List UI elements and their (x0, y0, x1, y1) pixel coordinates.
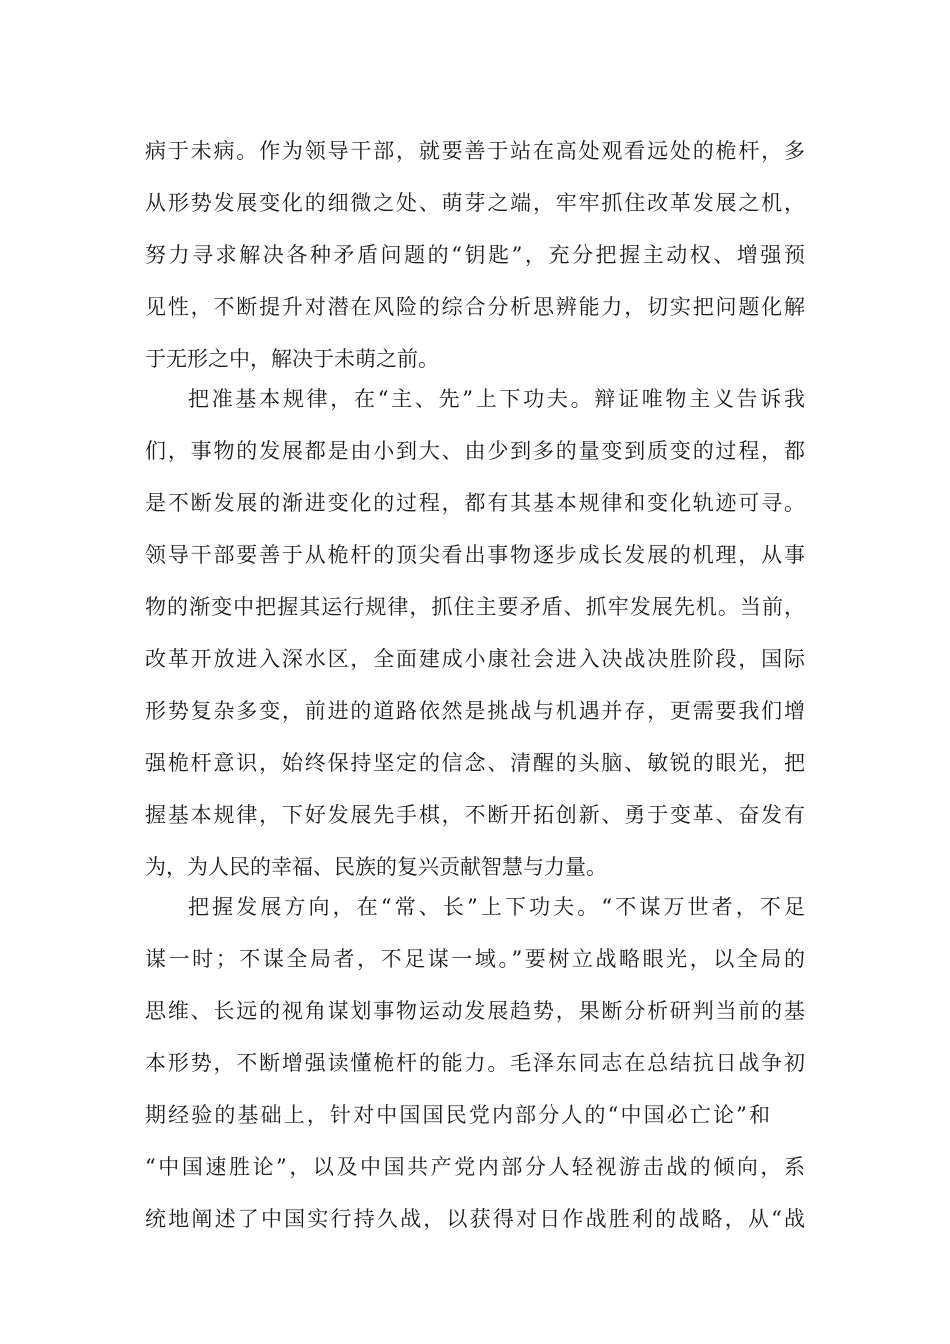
text-line: “中国速胜论”，以及中国共产党内部分人轻视游击战的倾向，系 (145, 1155, 805, 1179)
text-line: 为，为人民的幸福、民族的复兴贡献智慧与力量。 (145, 855, 607, 879)
text-line: 病于未病。作为领导干部，就要善于站在高处观看远处的桅杆，多 (145, 139, 805, 163)
text-line: 物的渐变中把握其运行规律，抓住主要矛盾、抓牢发展先机。当前， (145, 595, 805, 619)
text-line: 谋一时；不谋全局者，不足谋一域。”要树立战略眼光，以全局的 (145, 947, 805, 971)
text-line: 统地阐述了中国实行持久战，以获得对日作战胜利的战略，从“战 (145, 1207, 805, 1231)
text-line: 们，事物的发展都是由小到大、由少到多的量变到质变的过程，都 (145, 439, 805, 463)
text-line: 强桅杆意识，始终保持坚定的信念、清醒的头脑、敏锐的眼光，把 (145, 751, 805, 775)
text-line: 见性，不断提升对潜在风险的综合分析思辨能力，切实把问题化解 (145, 295, 805, 319)
text-line: 形势复杂多变，前进的道路依然是挑战与机遇并存，更需要我们增 (145, 699, 805, 723)
text-line: 是不断发展的渐进变化的过程，都有其基本规律和变化轨迹可寻。 (145, 491, 805, 515)
text-line: 改革开放进入深水区，全面建成小康社会进入决战决胜阶段，国际 (145, 647, 805, 671)
paragraph-first-line: 把准基本规律，在“主、先”上下功夫。辩证唯物主义告诉我 (188, 387, 805, 411)
text-line: 期经验的基础上，针对中国国民党内部分人的“中国必亡论”和 (145, 1103, 770, 1127)
paragraph-first-line: 把握发展方向，在“常、长”上下功夫。“不谋万世者，不足 (188, 895, 805, 919)
text-line: 领导干部要善于从桅杆的顶尖看出事物逐步成长发展的机理，从事 (145, 543, 805, 567)
text-line: 握基本规律，下好发展先手棋，不断开拓创新、勇于变革、奋发有 (145, 803, 805, 827)
text-line: 从形势发展变化的细微之处、萌芽之端，牢牢抓住改革发展之机， (145, 191, 805, 215)
text-line: 本形势，不断增强读懂桅杆的能力。毛泽东同志在总结抗日战争初 (145, 1051, 805, 1075)
text-line: 思维、长远的视角谋划事物运动发展趋势，果断分析研判当前的基 (145, 999, 805, 1023)
text-line: 努力寻求解决各种矛盾问题的“钥匙”，充分把握主动权、增强预 (145, 243, 805, 267)
text-line: 于无形之中，解决于未萌之前。 (145, 347, 439, 371)
